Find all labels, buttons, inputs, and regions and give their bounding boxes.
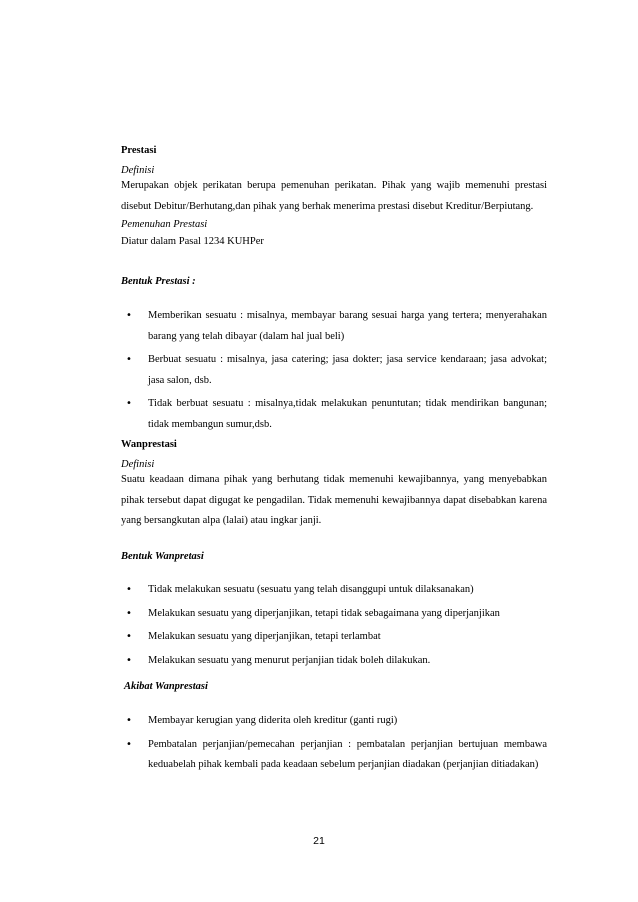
pemenuhan-prestasi-text: Diatur dalam Pasal 1234 KUHPer	[121, 236, 264, 247]
list-item: • Melakukan sesuatu yang diperjanjikan, tetapi terlambat	[121, 627, 547, 648]
list-item: • Pembatalan perjanjian/pemecahan perjanjian : pembatalan perjanjian bertujuan membawa keduabelah pihak kembali pada keadaan sebelum perjanjian diadakan (perjanjian ditiadakan)	[121, 735, 547, 776]
akibat-wanprestasi-list	[121, 711, 547, 779]
page-number: 21	[313, 835, 325, 847]
list-item: • Melakukan sesuatu yang menurut perjanjian tidak boleh dilakukan.	[121, 651, 547, 672]
wanprestasi-heading: Wanprestasi	[121, 439, 177, 450]
bentuk-prestasi-list	[121, 306, 547, 438]
wanprestasi-definisi-text: Suatu keadaan dimana pihak yang berhutang tidak memenuhi kewajibannya, yang menyebabkan pihak tersebut dapat digugat ke pengadilan. Tidak memenuhi kewajibannya dapat disebabkan karena yang bersangkutan alpa (lalai) atau ingkar janji.	[121, 474, 547, 526]
list-item: • Berbuat sesuatu : misalnya, jasa catering; jasa dokter; jasa service kendaraan; jasa advokat; jasa salon, dsb.	[121, 350, 547, 391]
pemenuhan-prestasi-label: Pemenuhan Prestasi	[121, 219, 208, 230]
list-item: • Melakukan sesuatu yang diperjanjikan, tetapi tidak sebagaimana yang diperjanjikan	[121, 604, 547, 625]
prestasi-definisi-label: Definisi	[121, 165, 155, 176]
list-item: • Tidak berbuat sesuatu : misalnya,tidak melakukan penuntutan; tidak mendirikan bangunan; tidak membangun sumur,dsb.	[121, 394, 547, 435]
bentuk-wanprestasi-heading: Bentuk Wanpretasi	[121, 551, 204, 562]
prestasi-heading: Prestasi	[121, 145, 157, 156]
bentuk-wanprestasi-list	[121, 580, 547, 674]
akibat-wanprestasi-heading: Akibat Wanprestasi	[124, 681, 208, 692]
wanprestasi-definisi-label: Definisi	[121, 459, 155, 470]
prestasi-definisi-text: Merupakan objek perikatan berupa pemenuhan perikatan. Pihak yang wajib memenuhi prestasi disebut Debitur/Berhutang,dan pihak yang berhak menerima prestasi disebut Kreditur/Berpiutang.	[121, 180, 547, 212]
list-item: • Memberikan sesuatu : misalnya, membayar barang sesuai harga yang tertera; menyerahakan barang yang telah dibayar (dalam hal jual beli)	[121, 306, 547, 347]
bentuk-prestasi-heading: Bentuk Prestasi :	[121, 276, 196, 287]
list-item: • Membayar kerugian yang diderita oleh kreditur (ganti rugi)	[121, 711, 547, 732]
list-item: • Tidak melakukan sesuatu (sesuatu yang telah disanggupi untuk dilaksanakan)	[121, 580, 547, 601]
